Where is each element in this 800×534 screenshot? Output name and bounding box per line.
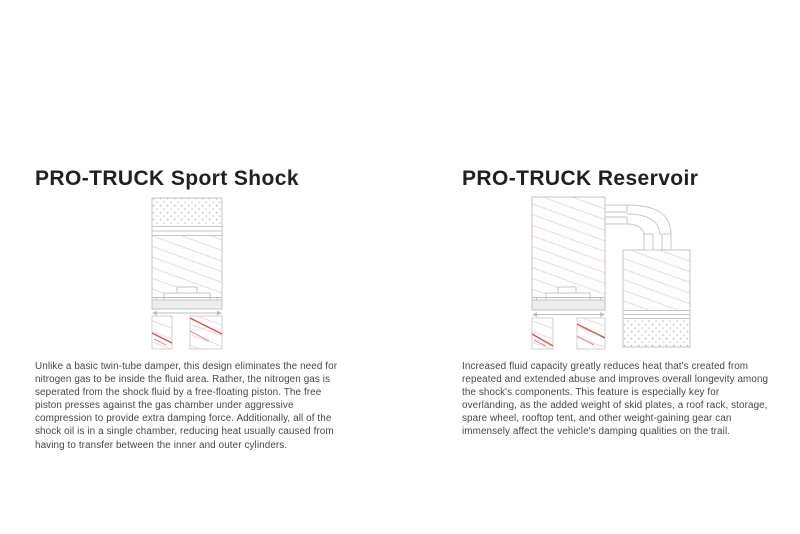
description-line: repeated and extended abuse and improves overall longevity among — [462, 374, 769, 386]
gas-chamber — [152, 198, 222, 226]
reservoir-body — [623, 250, 690, 347]
reservoir-description — [462, 360, 768, 439]
shock-body — [152, 198, 222, 349]
sport-shock-diagram — [145, 190, 235, 355]
width-arrow — [152, 311, 222, 316]
description-line: spare wheel, rooftop tent, and other weight-gaining gear can — [462, 413, 732, 425]
free-piston-seal — [152, 227, 222, 236]
description-line: compression to provide extra damping force. Additionally, all of the — [35, 413, 332, 425]
description-line: overlanding, as the added weight of skid plates, a roof rack, storage, — [462, 400, 768, 412]
reservoir-free-piston-seal — [623, 311, 690, 319]
reservoir-gas-chamber — [623, 318, 690, 347]
description-line: Unlike a basic twin-tube damper, this design eliminates the need for — [35, 361, 338, 372]
hose-fitting-upper — [605, 205, 627, 212]
description-line: seperated from the shock fluid by a free-floating piston. The free — [35, 387, 322, 399]
fluid-chamber — [532, 197, 605, 300]
hose-fitting-lower — [605, 217, 627, 224]
description-line: immensely affect the vehicle's damping qualities on the trail. — [462, 426, 731, 438]
cylinder-wall-left — [152, 316, 172, 349]
width-arrow — [532, 312, 605, 317]
reservoir-hose — [605, 205, 671, 250]
reservoir-inlet-left — [644, 234, 653, 250]
reservoir-inlet-right — [662, 234, 671, 250]
description-line: the shock's components. This feature is especially key for — [462, 387, 720, 399]
cylinder-wall-right — [577, 318, 605, 349]
description-line: shock oil is in a single chamber, reducing heat usually caused from — [35, 426, 334, 438]
piston-band — [152, 300, 222, 309]
description-line: piston presses against the gas chamber under aggressive — [35, 400, 294, 412]
description-line: having to transfer between the inner and outer cylinders. — [35, 439, 288, 451]
piston-band — [532, 300, 605, 310]
reservoir-shock-diagram — [525, 190, 695, 355]
description-line: Increased fluid capacity greatly reduces heat that's created from — [462, 361, 749, 372]
reservoir-fluid-chamber — [623, 250, 690, 310]
reservoir-title: PRO-TRUCK Reservoir — [462, 167, 699, 191]
sport-shock-title: PRO-TRUCK Sport Shock — [35, 167, 299, 191]
sport-shock-description — [35, 360, 337, 452]
shock-body — [532, 197, 605, 349]
description-line: nitrogen gas to be inside the fluid area. Rather, the nitrogen gas is — [35, 374, 331, 386]
